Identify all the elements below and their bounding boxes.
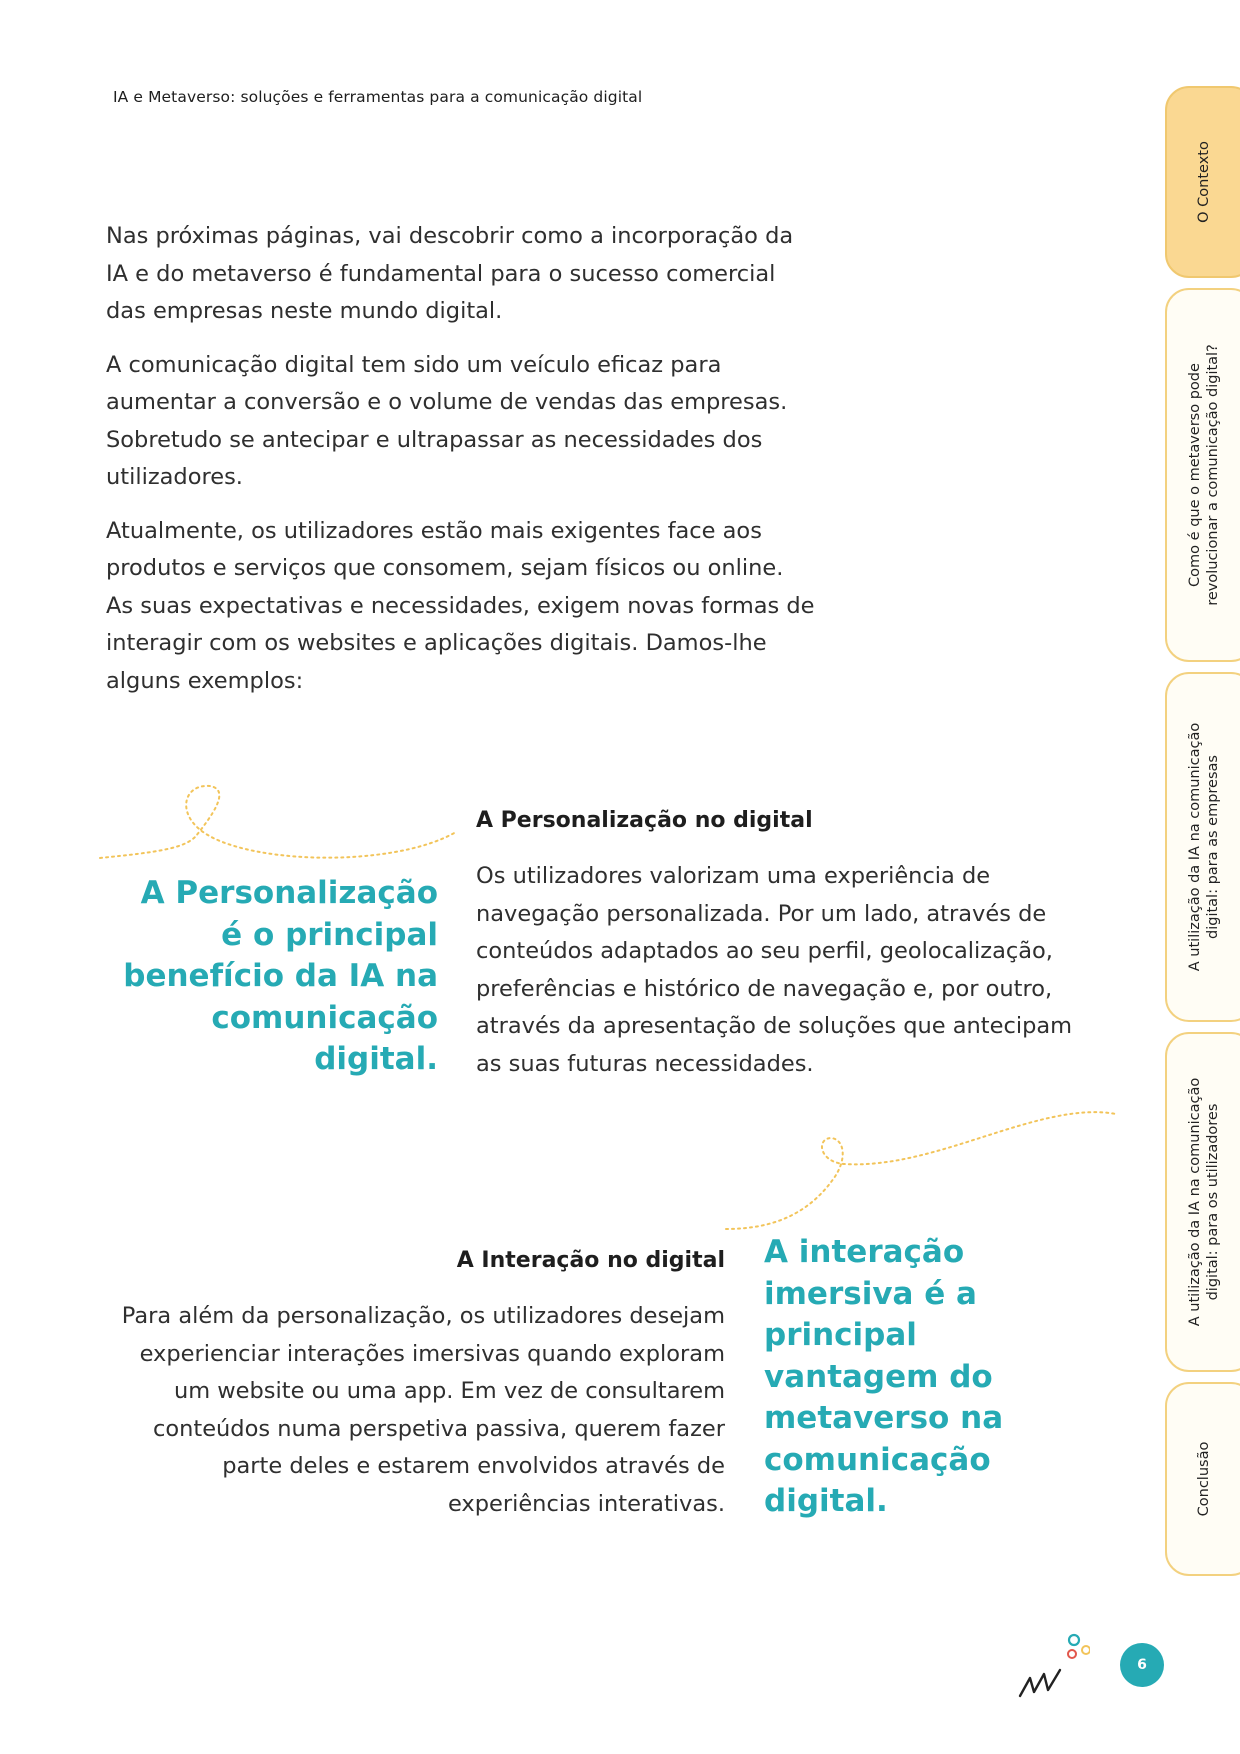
side-tab-line: A utilização da IA na comunicação [1187, 722, 1203, 972]
side-tab-line: Como é que o metaverso pode [1187, 363, 1203, 587]
page-number-badge: 6 [1120, 1643, 1164, 1687]
brand-logo-icon [1016, 1630, 1090, 1702]
intro-paragraph: A comunicação digital tem sido um veículo eficaz para aumentar a conversão e o volume de vendas das empresas. Sobretudo se antecipar e ultrapassar as necessidades dos utilizadores. [106, 351, 788, 490]
intro-text [106, 218, 816, 716]
section-heading-interacao: A Interação no digital [456, 1248, 725, 1273]
side-tab-label [1195, 1442, 1213, 1517]
side-tab-line: digital: para as empresas [1205, 755, 1221, 939]
side-tab-conclusao[interactable] [1165, 1382, 1240, 1576]
side-tab-ia-empresas[interactable] [1165, 672, 1240, 1022]
side-tab-label [1186, 1078, 1222, 1326]
intro-paragraph: Nas próximas páginas, vai descobrir como a incorporação da IA e do metaverso é fundamental para o sucesso comercial das empresas neste mundo digital. [106, 223, 794, 324]
side-tab-metaverso[interactable] [1165, 288, 1240, 662]
side-tab-line: A utilização da IA na comunicação [1187, 1077, 1203, 1327]
side-tab-contexto[interactable] [1165, 86, 1240, 278]
side-tab-line: Conclusão [1196, 1441, 1212, 1517]
swirl-line-bottom [726, 1112, 1116, 1229]
swirl-line-top [100, 786, 456, 858]
side-tab-label [1186, 723, 1222, 971]
section-body-interacao: Para além da personalização, os utilizadores desejam experienciar interações imersivas quando exploram um website ou uma app. Em vez de consultarem conteúdos numa perspetiva passiva, querem fazer parte deles e estarem envolvidos através de experiências interativas. [121, 1303, 725, 1517]
side-tab-line: revolucionar a comunicação digital? [1205, 344, 1221, 606]
side-tab-label [1186, 344, 1222, 606]
side-tab-ia-utilizadores[interactable] [1165, 1032, 1240, 1372]
intro-paragraph: Atualmente, os utilizadores estão mais exigentes face aos produtos e serviços que consomem, sejam físicos ou online. As suas expectativas e necessidades, exigem novas formas de interagir com os websites e aplicações digitais. Damos-lhe alguns exemplos: [106, 517, 815, 694]
running-header: IA e Metaverso: soluções e ferramentas para a comunicação digital [113, 88, 643, 106]
side-tab-line: O Contexto [1196, 141, 1212, 223]
section-body-personalizacao: Os utilizadores valorizam uma experiência de navegação personalizada. Por um lado, através de conteúdos adaptados ao seu perfil, geolocalização, preferências e histórico de navegação e, por outro, através da apresentação de soluções que antecipam as suas futuras necessidades. [476, 863, 1073, 1077]
pull-quote-interacao: A interação imersiva é a principal vantagem do metaverso na comunicação digital. [764, 1234, 1004, 1519]
side-tab-label [1195, 141, 1213, 223]
side-tab-line: digital: para os utilizadores [1205, 1103, 1221, 1301]
section-heading-personalizacao: A Personalização no digital [476, 808, 813, 833]
pull-quote-personalizacao: A Personalização é o principal benefício da IA na comunicação digital. [123, 875, 438, 1077]
